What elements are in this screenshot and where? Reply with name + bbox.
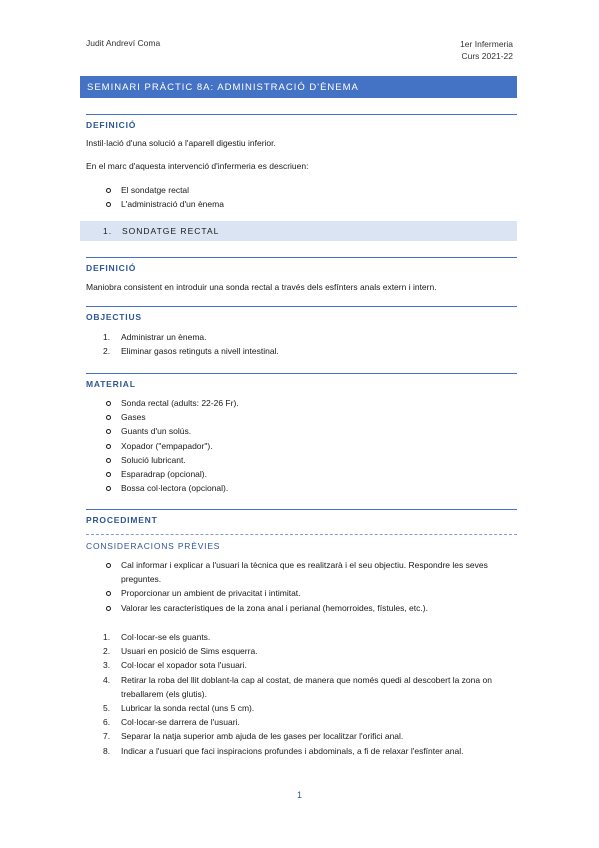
intro-list: [121, 183, 517, 211]
list-item: Bossa col·lectora (opcional).: [121, 481, 517, 495]
list-item: 2. Eliminar gasos retinguts a nivell intestinal.: [103, 346, 279, 357]
considerations-heading: CONSIDERACIONS PRÈVIES: [86, 541, 221, 551]
header-year: Curs 2021-22: [461, 51, 513, 61]
list-item: 3. Col·locar el xopador sota l'usuari.: [103, 660, 247, 671]
section-rule: [86, 509, 517, 510]
objectives-heading: OBJECTIUS: [86, 312, 142, 322]
list-item: 1. Administrar un ènema.: [103, 332, 207, 342]
document-title-banner: SEMINARI PRÀCTIC 8A: ADMINISTRACIÓ D'ÈNEMA: [80, 76, 517, 98]
section-rule: [86, 114, 517, 115]
section-title: SONDATGE RECTAL: [122, 226, 220, 236]
definition-text: Instil·lació d'una solució a l'aparell digestiu inferior.: [86, 138, 276, 148]
list-item: Cal informar i explicar a l'usuari la tècnica que es realitzarà i el seu objectiu. Respondre les seves preguntes.: [121, 558, 517, 586]
definition-text: Maniobra consistent en introduir una sonda rectal a través dels esfínters anals extern i intern.: [86, 282, 437, 292]
list-item: Proporcionar un ambient de privacitat i intimitat.: [121, 586, 517, 600]
list-item: Solució lubricant.: [121, 453, 517, 467]
list-item: 7. Separar la natja superior amb ajuda de les gases per localitzar l'orifici anal.: [103, 731, 404, 742]
procedure-steps: [103, 630, 517, 758]
definition-heading: DEFINICIÓ: [86, 263, 137, 273]
list-item: Guants d'un solús.: [121, 424, 517, 438]
section-banner-sondatge: [80, 221, 517, 241]
list-item: 6. Col·locar-se darrera de l'usuari.: [103, 717, 240, 728]
list-item: Esparadrap (opcional).: [121, 467, 517, 481]
header-author: Judit Andreví Coma: [86, 38, 161, 48]
header-course-info: [460, 38, 513, 62]
definition-heading: DEFINICIÓ: [86, 120, 137, 130]
list-item: Sonda rectal (adults: 22-26 Fr).: [121, 396, 517, 410]
section-number: 1.: [103, 226, 113, 236]
list-item: El sondatge rectal: [121, 183, 517, 197]
list-item: Xopador ("empapador").: [121, 439, 517, 453]
objectives-list: [103, 330, 517, 358]
section-rule: [86, 373, 517, 374]
list-item: 8. Indicar a l'usuari que faci inspiracions profundes i abdominals, a fi de relaxar l'esfínter anal.: [103, 745, 464, 756]
list-item: 1. Col·locar-se els guants.: [103, 632, 211, 642]
material-list: [121, 396, 517, 495]
material-heading: MATERIAL: [86, 379, 136, 389]
section-rule: [86, 257, 517, 258]
list-item: 4. Retirar la roba del llit doblant-la cap al costat, de manera que només quedi al descobert la zona on treballarem (els glutis).: [103, 674, 492, 699]
section-rule: [86, 306, 517, 307]
list-item: Gases: [121, 410, 517, 424]
procedure-heading: PROCEDIMENT: [86, 515, 158, 525]
considerations-list: [121, 558, 517, 615]
list-item: 5. Lubricar la sonda rectal (uns 5 cm).: [103, 703, 255, 714]
list-item: Valorar les característiques de la zona anal i perianal (hemorroides, fístules, etc.).: [121, 601, 517, 615]
intro-context: En el marc d'aquesta intervenció d'infermeria es descriuen:: [86, 161, 309, 171]
header-course: 1er Infermeria: [460, 39, 513, 49]
list-item: L'administració d'un ènema: [121, 197, 517, 211]
dashed-rule: [86, 534, 517, 535]
page-number: 1: [296, 790, 302, 800]
list-item: 2. Usuari en posició de Sims esquerra.: [103, 646, 258, 657]
